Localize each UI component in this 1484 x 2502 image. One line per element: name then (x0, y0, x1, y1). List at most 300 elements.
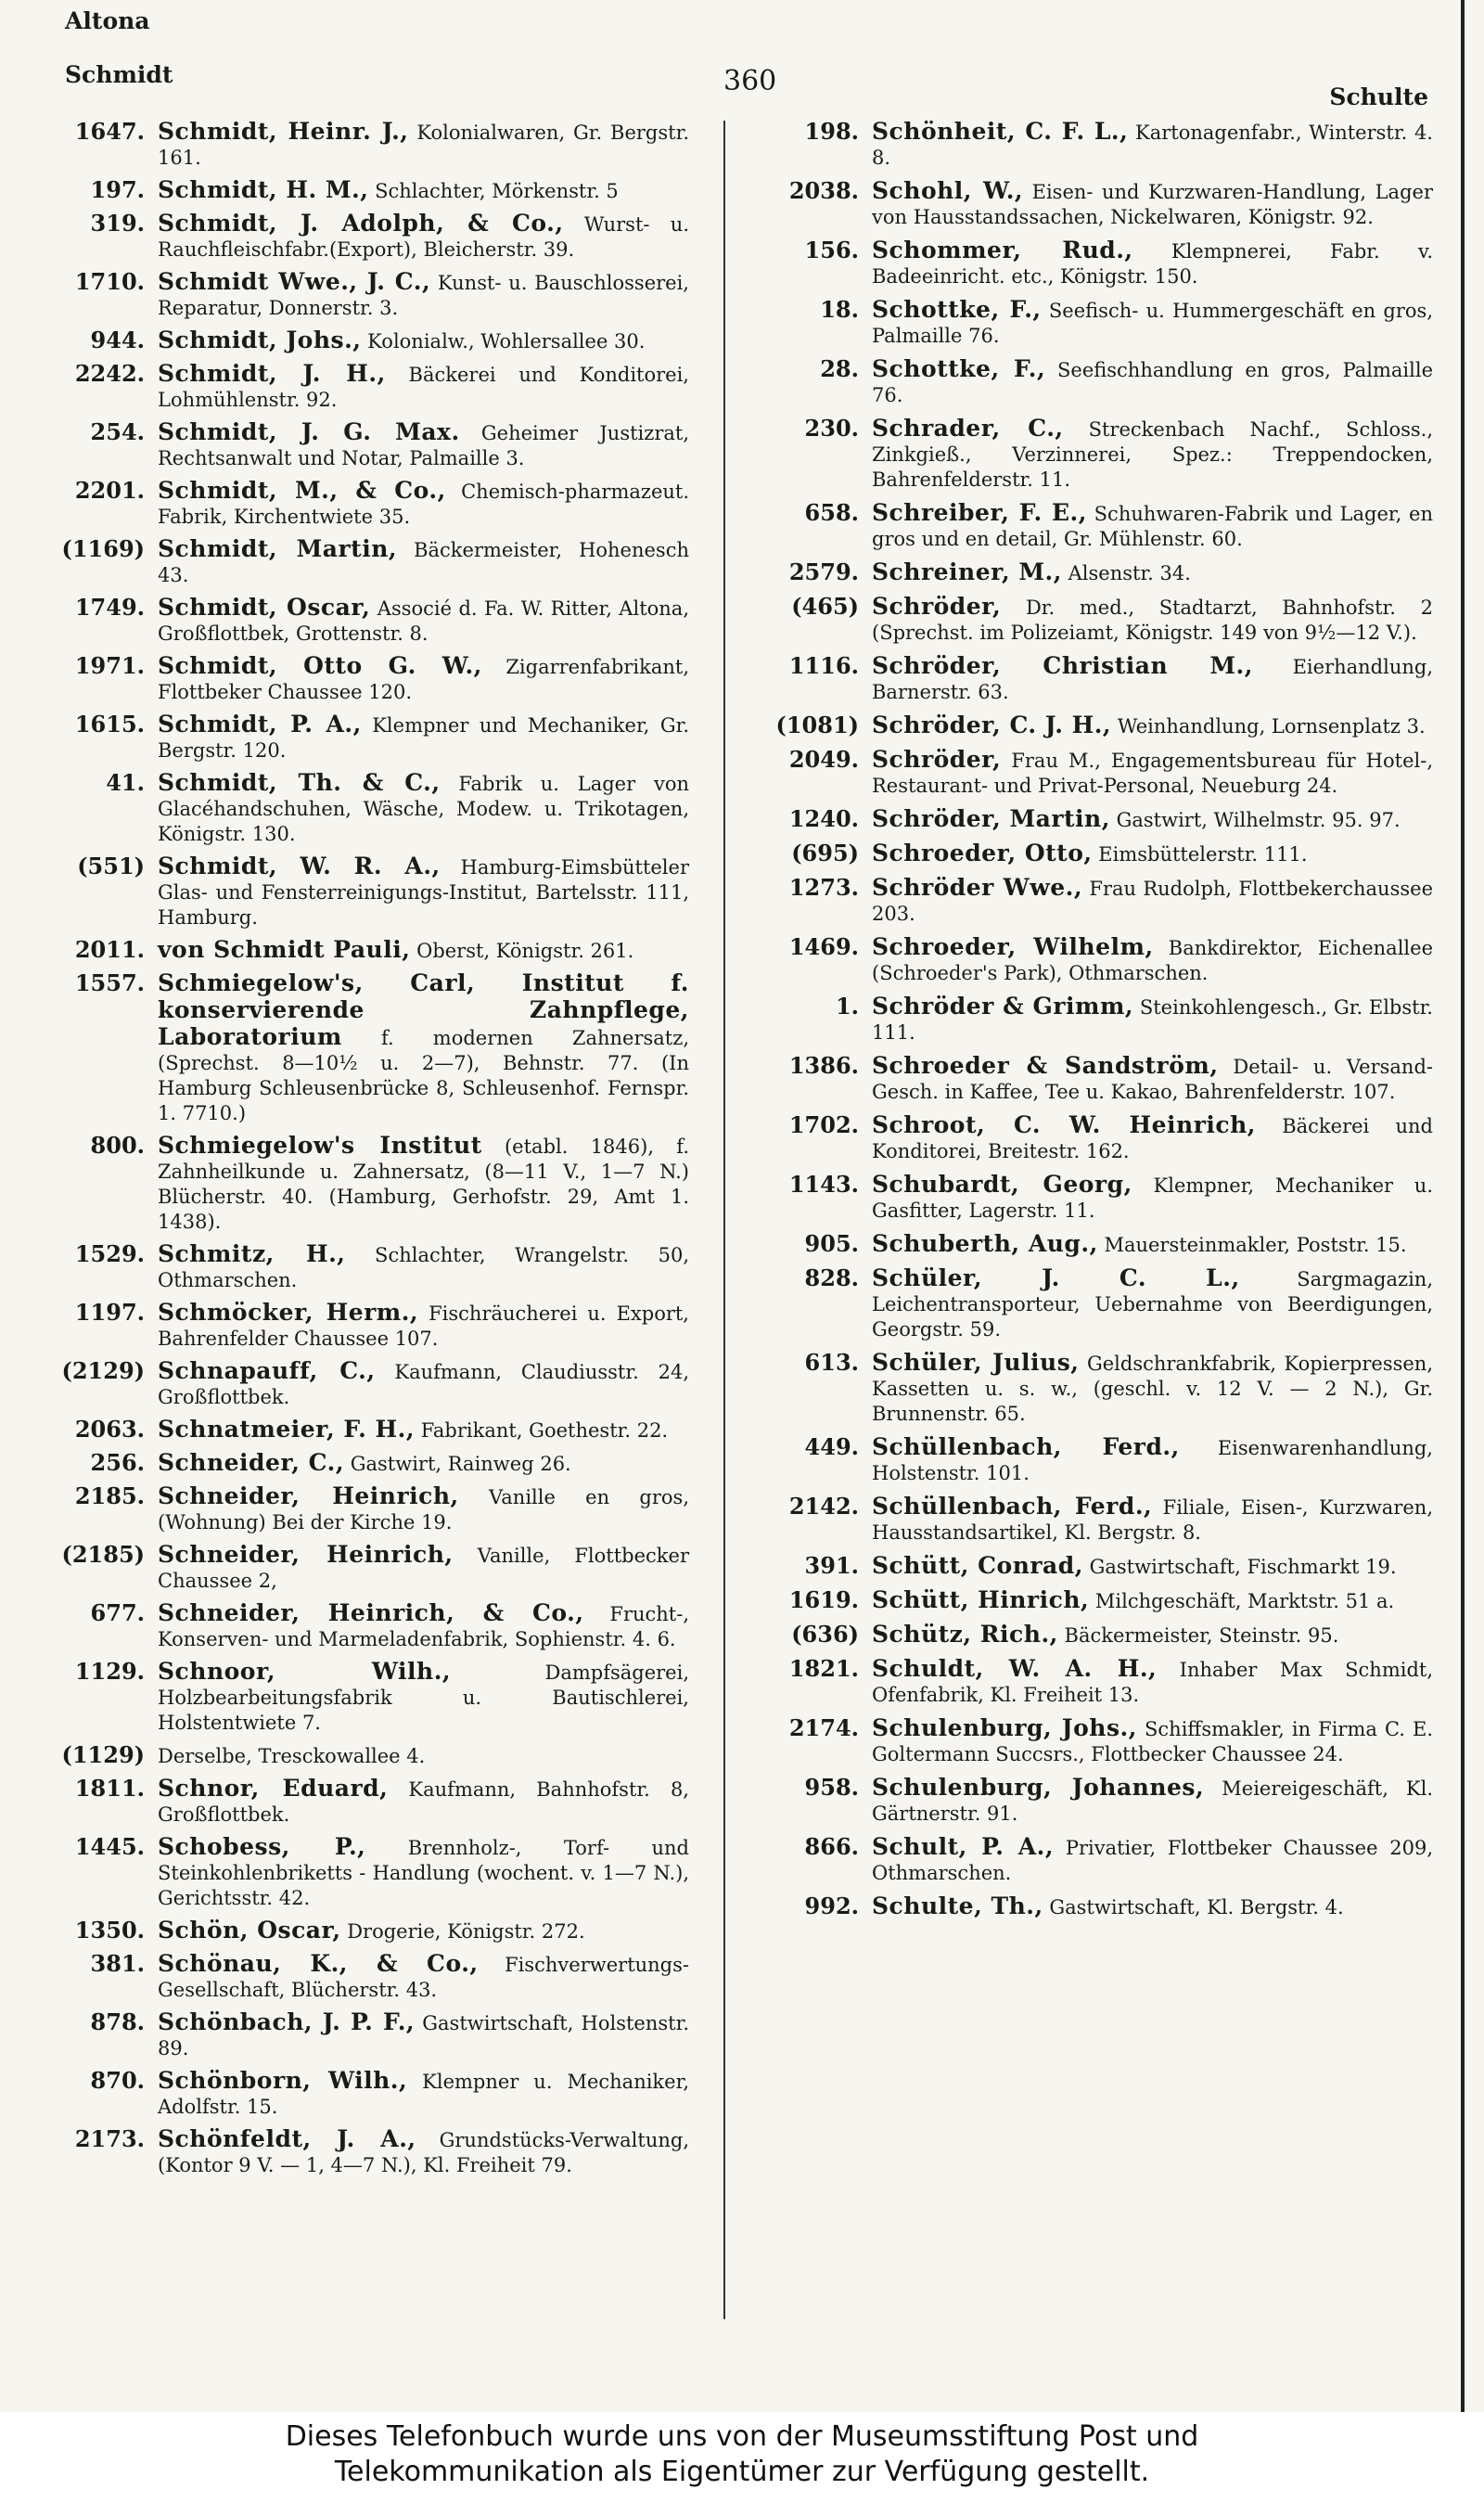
entry-text (872, 1172, 1433, 1224)
phone-number: 197. (90, 176, 145, 203)
directory-entry (35, 853, 689, 930)
subscriber-name: Schmidt, M., & Co., (158, 477, 446, 504)
subscriber-details: Frucht-, Konserven- und Marmeladenfabrik, Sophienstr. 4. 6. (158, 1603, 689, 1650)
directory-entry (35, 712, 689, 763)
subscriber-name: Schröder, Christian M., (872, 652, 1253, 679)
subscriber-details: Eierhandlung, Barnerstr. 63. (872, 656, 1434, 703)
subscriber-details: Schiffsmakler, in Firma C. E. Goltermann Succsrs., Flottbecker Chaussee 24. (872, 1718, 1434, 1765)
phone-number: 1619. (788, 1586, 859, 1613)
entry-text (872, 1112, 1433, 1164)
directory-entry (35, 1742, 689, 1769)
footer-notice (0, 2412, 1484, 2502)
directory-entry (742, 1265, 1433, 1342)
directory-entry (742, 1893, 1433, 1920)
phone-number: 381. (90, 1950, 145, 1977)
subscriber-details: Klempnerei, Fabr. v. Badeeinricht. etc., Königstr. 150. (872, 240, 1433, 288)
subscriber-details: Seefischhandlung en gros, Palmaille 76. (872, 359, 1434, 406)
subscriber-name: Schütz, Rich., (872, 1621, 1058, 1648)
phone-number: 28. (820, 355, 859, 382)
subscriber-name: Schmidt Wwe., J. C., (158, 268, 431, 295)
subscriber-name: Schmidt, J. G. Max. (158, 418, 460, 445)
phone-number: 2174. (788, 1714, 859, 1741)
entry-text (158, 2009, 689, 2061)
directory-entry (742, 1350, 1433, 1427)
directory-entry (35, 419, 689, 471)
phone-number: 677. (90, 1599, 145, 1626)
directory-entry (742, 594, 1433, 646)
entry-text (158, 1659, 689, 1736)
subscriber-name: Schulenburg, Johannes, (872, 1774, 1205, 1801)
city-heading: Altona (65, 7, 150, 34)
phone-number: 254. (90, 418, 145, 445)
phone-number: 828. (804, 1264, 859, 1291)
entry-text (158, 1133, 689, 1235)
directory-entry (742, 1231, 1433, 1258)
entry-text (872, 1715, 1433, 1767)
phone-number: 2201. (74, 477, 145, 504)
subscriber-details: Vanille, Flottbecker Chaussee 2, (158, 1545, 689, 1592)
entry-text (872, 119, 1433, 171)
entry-text (158, 712, 689, 763)
entry-text (158, 536, 689, 588)
directory-entry (35, 269, 689, 321)
subscriber-name: Schmidt, H. M., (158, 176, 369, 203)
subscriber-name: Schmidt, P. A., (158, 711, 362, 738)
entry-text (158, 1300, 689, 1352)
directory-entry (742, 1112, 1433, 1164)
entry-text (158, 853, 689, 930)
subscriber-name: Schröder, (872, 746, 1002, 773)
subscriber-details: Klempner, Mechaniker u. Gasfitter, Lagerstr. 11. (872, 1174, 1433, 1222)
subscriber-name: Schnoor, Wilh., (158, 1658, 452, 1685)
last-entry-keyword: Schulte (1329, 83, 1428, 110)
subscriber-name: Schönheit, C. F. L., (872, 118, 1129, 145)
entry-text (158, 177, 689, 204)
directory-entry (35, 937, 689, 964)
subscriber-details: Frau M., Engagementsbureau für Hotel-, Restaurant- und Privat-Personal, Neueburg 24. (872, 750, 1433, 797)
page-edge-rule (1461, 0, 1465, 2412)
subscriber-details: Schlachter, Wrangelstr. 50, Othmarschen. (158, 1244, 689, 1291)
entry-text (872, 1350, 1433, 1427)
phone-number: 878. (90, 2008, 145, 2035)
entry-text (872, 712, 1433, 739)
phone-number: 800. (90, 1132, 145, 1159)
subscriber-details: Klempner und Mechaniker, Gr. Bergstr. 120. (158, 714, 689, 762)
footer-line-1: Dieses Telefonbuch wurde uns von der Museumsstiftung Post und (285, 2420, 1199, 2453)
directory-entry (742, 653, 1433, 705)
directory-entry (35, 1450, 689, 1477)
subscriber-name: Schmiegelow's, Carl, Institut f. konservierende Zahnpflege, Laboratorium (158, 969, 689, 1050)
subscriber-name: Schroot, C. W. Heinrich, (872, 1111, 1256, 1138)
first-entry-keyword: Schmidt (65, 61, 173, 88)
phone-number: 1350. (74, 1917, 145, 1944)
subscriber-details: Hamburg-Eimsbütteler Glas- und Fensterreinigungs-Institut, Bartelsstr. 111, Hamburg. (158, 856, 689, 929)
subscriber-details: Schlachter, Mörkenstr. 5 (368, 180, 619, 202)
subscriber-name: Schmidt, Otto G. W., (158, 652, 482, 679)
phone-number: 958. (804, 1774, 859, 1801)
entry-text (872, 1265, 1433, 1342)
entry-text (872, 747, 1433, 799)
directory-entry (742, 1775, 1433, 1827)
phone-number: 1273. (788, 874, 859, 901)
phone-number: 1749. (74, 594, 145, 621)
subscriber-name: Schmidt, J. Adolph, & Co., (158, 210, 564, 237)
entry-text (158, 119, 689, 171)
subscriber-details: Steinkohlengesch., Gr. Elbstr. 111. (872, 996, 1433, 1044)
entry-text (872, 416, 1433, 493)
phone-number: 156. (804, 237, 859, 263)
directory-entry (742, 875, 1433, 927)
phone-number: (695) (791, 840, 859, 866)
entry-text (158, 937, 689, 964)
entry-text (158, 770, 689, 847)
footer-line-2: Telekommunikation als Eigentümer zur Verfügung gestellt. (334, 2456, 1150, 2488)
phone-number: 2185. (74, 1482, 145, 1509)
phone-number: 41. (106, 769, 145, 796)
phone-number: 944. (90, 327, 145, 353)
directory-entry (742, 500, 1433, 552)
subscriber-name: Schönfeldt, J. A., (158, 2125, 416, 2152)
entry-text (158, 653, 689, 705)
directory-entry (35, 327, 689, 354)
subscriber-details: Kolonialwaren, Gr. Bergstr. 161. (158, 122, 689, 169)
phone-number: 1240. (788, 805, 859, 832)
subscriber-name: Schobess, P., (158, 1833, 366, 1860)
subscriber-details: Milchgeschäft, Marktstr. 51 a. (1089, 1590, 1395, 1612)
subscriber-details: Grundstücks-Verwaltung, (Kontor 9 V. — 1, 4—7 N.), Kl. Freiheit 79. (158, 2129, 690, 2176)
phone-number: (636) (791, 1621, 859, 1648)
subscriber-name: Schroeder, Wilhelm, (872, 933, 1154, 960)
phone-number: 1821. (788, 1655, 859, 1682)
entry-text (158, 1417, 689, 1443)
directory-entry (35, 1834, 689, 1911)
subscriber-details: Kaufmann, Claudiusstr. 24, Großflottbek. (158, 1361, 689, 1408)
directory-entry (742, 712, 1433, 739)
directory-entry (35, 1600, 689, 1652)
directory-entry (35, 361, 689, 413)
directory-entry (742, 297, 1433, 349)
entry-text (872, 653, 1433, 705)
subscriber-details: Bäckerei und Konditorei, Lohmühlenstr. 92. (158, 364, 689, 411)
directory-entry (742, 1834, 1433, 1886)
phone-number: 1702. (788, 1111, 859, 1138)
directory-entry (742, 1553, 1433, 1580)
phone-number: 2011. (74, 936, 145, 963)
entry-text (158, 1358, 689, 1410)
directory-entry (35, 2126, 689, 2178)
subscriber-name: Schreiber, F. E., (872, 499, 1087, 526)
phone-number: 866. (804, 1833, 859, 1860)
subscriber-details: Meiereigeschäft, Kl. Gärtnerstr. 91. (872, 1777, 1433, 1825)
phone-number: 2142. (788, 1493, 859, 1520)
entry-text (872, 1656, 1433, 1708)
subscriber-name: Schmidt, Martin, (158, 535, 398, 562)
right-column (742, 119, 1433, 1928)
subscriber-name: Schnapauff, C., (158, 1357, 376, 1384)
phone-number: 992. (804, 1893, 859, 1919)
phone-number: 230. (804, 415, 859, 442)
directory-entry (742, 747, 1433, 799)
directory-entry (35, 2009, 689, 2061)
subscriber-details: Detail- u. Versand-Gesch. in Kaffee, Tee u. Kakao, Bahrenfelderstr. 107. (872, 1056, 1433, 1103)
entry-text (872, 178, 1433, 230)
subscriber-name: Schommer, Rud., (872, 237, 1133, 263)
directory-entry (35, 1776, 689, 1828)
subscriber-name: Schmidt, Heinr. J., (158, 118, 409, 145)
subscriber-details: Wurst- u. Rauchfleischfabr.(Export), Bleicherstr. 39. (158, 213, 689, 261)
subscriber-details: (etabl. 1846), f. Zahnheilkunde u. Zahnersatz, (8—11 V., 1—7 N.) Blücherstr. 40. (Hamburg, Gerhofstr. 29, Amt 1. 1438). (158, 1136, 689, 1233)
entry-text (872, 994, 1433, 1046)
phone-number: 1116. (788, 652, 859, 679)
phone-number: 391. (804, 1552, 859, 1579)
directory-entry (35, 595, 689, 647)
phone-number: 256. (90, 1449, 145, 1476)
subscriber-name: Schön, Oscar, (158, 1917, 341, 1944)
directory-entry (35, 770, 689, 847)
phone-number: 1811. (74, 1775, 145, 1802)
entry-text (158, 1742, 689, 1769)
phone-number: 449. (804, 1433, 859, 1460)
directory-entry (742, 1715, 1433, 1767)
directory-entry (35, 177, 689, 204)
subscriber-details: Alsenstr. 34. (1061, 562, 1191, 584)
directory-entry (742, 1172, 1433, 1224)
subscriber-name: Schuldt, W. A. H., (872, 1655, 1158, 1682)
phone-number: 1386. (788, 1052, 859, 1079)
directory-entry (35, 211, 689, 263)
subscriber-details: Filiale, Eisen-, Kurzwaren, Hausstandsartikel, Kl. Bergstr. 8. (872, 1496, 1433, 1544)
subscriber-details: Dampfsägerei, Holzbearbeitungsfabrik u. Bautischlerei, Holstentwiete 7. (158, 1662, 690, 1734)
directory-entry (742, 806, 1433, 833)
entry-text (872, 356, 1433, 408)
phone-number: (1129) (61, 1741, 145, 1768)
directory-entry (742, 934, 1433, 986)
entry-text (158, 361, 689, 413)
phone-number: 1647. (74, 118, 145, 145)
subscriber-details: Chemisch-pharmazeut. Fabrik, Kirchentwiete 35. (158, 481, 690, 528)
phone-number: 1197. (74, 1299, 145, 1326)
subscriber-details: Mauersteinmakler, Poststr. 15. (1097, 1234, 1407, 1256)
subscriber-details: Gastwirt, Wilhelmstr. 95. 97. (1109, 809, 1401, 831)
subscriber-details: Vanille en gros, (Wohnung) Bei der Kirche 19. (158, 1486, 689, 1533)
subscriber-details: Oberst, Königstr. 261. (410, 940, 634, 962)
directory-entry (742, 416, 1433, 493)
entry-text (158, 1241, 689, 1293)
subscriber-name: Schuberth, Aug., (872, 1230, 1098, 1257)
subscriber-details: Bankdirektor, Eichenallee (Schroeder's Park), Othmarschen. (872, 937, 1433, 984)
phone-number: (551) (77, 853, 145, 879)
entry-text (872, 1622, 1433, 1649)
entry-text (872, 500, 1433, 552)
subscriber-name: Schroeder & Sandström, (872, 1052, 1219, 1079)
entry-text (158, 1951, 689, 2003)
phone-number: 2173. (74, 2125, 145, 2152)
subscriber-details: Kolonialw., Wohlersallee 30. (361, 330, 646, 353)
entry-text (872, 1553, 1433, 1580)
subscriber-details: Eimsbüttelerstr. 111. (1092, 843, 1308, 866)
subscriber-name: Schmöcker, Herm., (158, 1299, 419, 1326)
subscriber-name: Schult, P. A., (872, 1833, 1055, 1860)
directory-entry (35, 1133, 689, 1235)
phone-number: 1557. (74, 969, 145, 996)
entry-text (158, 211, 689, 263)
phone-number: 319. (90, 210, 145, 237)
entry-text (872, 806, 1433, 833)
subscriber-name: Schmidt, Oscar, (158, 594, 371, 621)
subscriber-details: Fabrikant, Goethestr. 22. (415, 1419, 669, 1442)
subscriber-details: Fischverwertungs-Gesellschaft, Blücherstr. 43. (158, 1954, 689, 2001)
directory-entry (35, 653, 689, 705)
page-number: 360 (723, 65, 777, 97)
entry-text (872, 559, 1433, 586)
subscriber-details: Weinhandlung, Lornsenplatz 3. (1111, 715, 1426, 738)
subscriber-name: Schmidt, W. R. A., (158, 853, 441, 879)
entry-text (872, 1053, 1433, 1105)
subscriber-name: Schubardt, Georg, (872, 1171, 1132, 1198)
entry-text (872, 1834, 1433, 1886)
subscriber-details: Gastwirtschaft, Holstenstr. 89. (158, 2012, 689, 2059)
subscriber-name: Schönau, K., & Co., (158, 1950, 479, 1977)
phone-number: (1081) (775, 712, 859, 738)
directory-entry (35, 1483, 689, 1535)
subscriber-details: Zigarrenfabrikant, Flottbeker Chaussee 120. (158, 656, 689, 703)
subscriber-name: Schüllenbach, Ferd., (872, 1493, 1153, 1520)
subscriber-details: f. modernen Zahnersatz, (Sprechst. 8—10½ u. 2—7), Behnstr. 77. (In Hamburg Schleusenbrücke 8, Schleusenhof. Fernspr. 1. 7710.) (158, 1027, 689, 1124)
subscriber-details: Dr. med., Stadtarzt, Bahnhofstr. 2 (Sprechst. im Polizeiamt, Königstr. 149 von 9½—12 V.). (872, 597, 1433, 644)
entry-text (158, 1918, 689, 1944)
subscriber-name: Schottke, F., (872, 296, 1042, 323)
subscriber-name: Schüler, J. C. L., (872, 1264, 1240, 1291)
subscriber-details: Kartonagenfabr., Winterstr. 4. 8. (872, 122, 1433, 169)
subscriber-name: Schroeder, Otto, (872, 840, 1093, 866)
directory-entry (35, 1951, 689, 2003)
subscriber-name: Schröder, Martin, (872, 805, 1110, 832)
subscriber-name: von Schmidt Pauli, (158, 936, 411, 963)
subscriber-details: Schuhwaren-Fabrik und Lager, en gros und en detail, Gr. Mühlenstr. 60. (872, 503, 1433, 550)
directory-entry (35, 536, 689, 588)
subscriber-details: Bäckerei und Konditorei, Breitestr. 162. (872, 1115, 1433, 1162)
subscriber-name: Schneider, Heinrich, (158, 1482, 459, 1509)
phone-number: 2579. (788, 558, 859, 585)
subscriber-details: Bäckermeister, Hohenesch 43. (158, 539, 689, 586)
subscriber-details: Geldschrankfabrik, Kopierpressen, Kassetten u. s. w., (geschl. v. 12 V. — 2 N.), Gr. Brunnenstr. 65. (872, 1353, 1433, 1425)
entry-text (872, 934, 1433, 986)
directory-entry (742, 840, 1433, 867)
phone-number: 1529. (74, 1240, 145, 1267)
subscriber-details: Streckenbach Nachf., Schloss., Zinkgieß., Verzinnerei, Spez.: Treppendocken, Bahrenfelderstr. 11. (872, 418, 1433, 491)
subscriber-details: Klempner u. Mechaniker, Adolfstr. 15. (158, 2071, 689, 2118)
entry-text (158, 595, 689, 647)
directory-entry (35, 1659, 689, 1736)
entry-text (872, 297, 1433, 349)
entry-text (872, 594, 1433, 646)
phone-number: 2242. (74, 360, 145, 387)
phone-number: (2185) (61, 1541, 145, 1568)
phone-number: 1971. (74, 652, 145, 679)
subscriber-name: Schulenburg, Johs., (872, 1714, 1137, 1741)
entry-text (872, 840, 1433, 867)
subscriber-details: Eisenwarenhandlung, Holstenstr. 101. (872, 1437, 1433, 1484)
subscriber-name: Schreiner, M., (872, 558, 1062, 585)
entry-text (158, 269, 689, 321)
directory-entry (742, 119, 1433, 171)
entry-text (158, 419, 689, 471)
entry-text (872, 1494, 1433, 1546)
entry-text (158, 1600, 689, 1652)
entry-text (872, 237, 1433, 289)
phone-number: 658. (804, 499, 859, 526)
entry-text (158, 2068, 689, 2120)
phone-number: 1469. (788, 933, 859, 960)
subscriber-details: Geheimer Justizrat, Rechtsanwalt und Notar, Palmaille 3. (158, 422, 690, 469)
directory-entry (35, 1300, 689, 1352)
subscriber-name: Schnor, Eduard, (158, 1775, 389, 1802)
left-column (35, 119, 689, 2185)
directory-entry (35, 119, 689, 171)
phone-number: 905. (804, 1230, 859, 1257)
subscriber-name: Schönbach, J. P. F., (158, 2008, 416, 2035)
entry-text (872, 1775, 1433, 1827)
subscriber-details: Kaufmann, Bahnhofstr. 8, Großflottbek. (158, 1778, 689, 1826)
subscriber-name: Schneider, Heinrich, (158, 1541, 454, 1568)
directory-entry (742, 994, 1433, 1046)
subscriber-name: Schütt, Conrad, (872, 1552, 1083, 1579)
subscriber-details: Gastwirtschaft, Fischmarkt 19. (1082, 1556, 1397, 1578)
entry-text (158, 1483, 689, 1535)
subscriber-name: Schüllenbach, Ferd., (872, 1433, 1180, 1460)
subscriber-name: Schmidt, Johs., (158, 327, 362, 353)
entry-text (872, 1587, 1433, 1614)
subscriber-details: Kunst- u. Bauschlosserei, Reparatur, Donnerstr. 3. (158, 272, 689, 319)
subscriber-name: Schmidt, J. H., (158, 360, 386, 387)
phone-number: 2063. (74, 1416, 145, 1443)
entry-text (158, 1776, 689, 1828)
directory-entry (742, 1622, 1433, 1649)
directory-entry (35, 970, 689, 1126)
subscriber-name: Schneider, Heinrich, & Co., (158, 1599, 584, 1626)
phone-number: (1169) (61, 535, 145, 562)
directory-entry (742, 1053, 1433, 1105)
subscriber-name: Schrader, C., (872, 415, 1064, 442)
subscriber-name: Schütt, Hinrich, (872, 1586, 1090, 1613)
directory-entry (742, 356, 1433, 408)
subscriber-name: Schmiegelow's Institut (158, 1132, 482, 1159)
directory-entry (742, 237, 1433, 289)
directory-entry (742, 559, 1433, 586)
entry-text (872, 875, 1433, 927)
subscriber-details: Seefisch- u. Hummergeschäft en gros, Palmaille 76. (872, 300, 1434, 347)
subscriber-details: Brennholz-, Torf- und Steinkohlenbriketts - Handlung (wochent. v. 1—7 N.), Gerichtsstr. 42. (158, 1837, 689, 1909)
directory-entry (35, 1542, 689, 1594)
phone-number: (2129) (61, 1357, 145, 1384)
subscriber-details: Associé d. Fa. W. Ritter, Altona, Großflottbek, Grottenstr. 8. (158, 597, 689, 645)
directory-entry (742, 1587, 1433, 1614)
directory-entry (742, 1656, 1433, 1708)
subscriber-details: Frau Rudolph, Flottbekerchaussee 203. (872, 878, 1433, 925)
phone-number: 1615. (74, 711, 145, 738)
entry-text (158, 970, 689, 1126)
entry-text (158, 478, 689, 530)
phone-number: 2038. (788, 177, 859, 204)
subscriber-name: Schnatmeier, F. H., (158, 1416, 416, 1443)
subscriber-name: Schmidt, Th. & C., (158, 769, 441, 796)
phone-number: 613. (804, 1349, 859, 1376)
entry-text (872, 1893, 1433, 1920)
directory-entry (742, 1434, 1433, 1486)
subscriber-name: Schröder Wwe., (872, 874, 1083, 901)
phone-number: 870. (90, 2067, 145, 2094)
phone-number: 18. (820, 296, 859, 323)
